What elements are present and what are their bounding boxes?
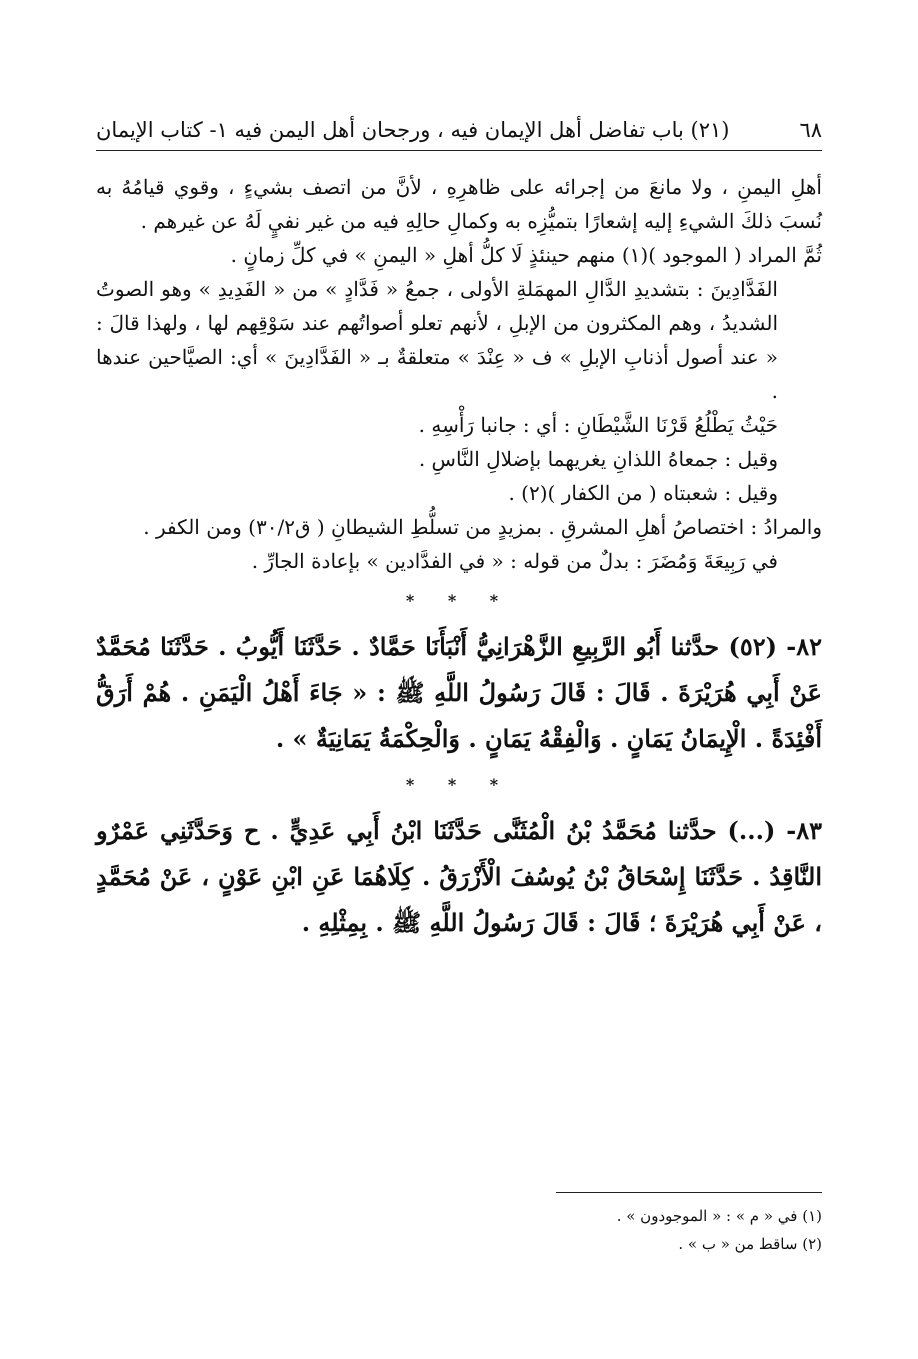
page-body xyxy=(96,170,822,946)
hadith-number: ٨٣- (...) xyxy=(727,816,822,845)
hadith-82 xyxy=(96,624,822,762)
section-separator: * * * xyxy=(405,775,513,794)
hadith-number: ٨٢- (٥٢) xyxy=(728,632,823,661)
hadith-lead: حدَّثنا xyxy=(670,632,720,661)
section-separator: * * * xyxy=(405,591,513,610)
footnote: (١) في « م » : « الموجودون » . xyxy=(616,1207,822,1225)
footnotes xyxy=(96,1202,822,1258)
commentary-paragraph: وقيل : جمعاهُ اللذانِ يغريهما بإضلالِ النَّاسِ . xyxy=(418,447,778,471)
running-header xyxy=(96,112,822,148)
commentary-paragraph: وقيل : شعبتاه ( من الكفار )(٢) . xyxy=(508,481,778,505)
commentary-paragraph: ثُمَّ المراد ( الموجود )(١) منهم حينئذٍ لَا كلُّ أهلِ « اليمنِ » في كلِّ زمانٍ . xyxy=(230,243,822,267)
hadith-text: أَبُو الرَّبِيعِ الزَّهْرَانِيُّ أَنْبَأَنَا حَمَّادٌ . حَدَّثَنَا أَيُّوبُ . حَدَّثَنَا مُحَمَّدٌ عَنْ أَبِي هُرَيْرَةَ . قَالَ : قَالَ رَسُولُ اللَّهِ ﷺ : « جَاءَ أَهْلُ الْيَمَنِ . هُمْ أَرَقُّ أَفْئِدَةً . الْإِيمَانُ يَمَانٍ . وَالْفِقْهُ يَمَانٍ . وَالْحِكْمَةُ يَمَانِيَةٌ » . xyxy=(96,632,822,753)
commentary-paragraph: الفَدَّادِينَ : بتشديدِ الدَّالِ المهمَلةِ الأولى ، جمعُ « فَدَّادٍ » من « الفَدِيدِ » وهو الصوتُ الشديدُ ، وهم المكثرون من الإبلِ ، لأنهم تعلو أصواتُهم عند سَوْقِهم لها ، ولهذا قالَ : « عند أصول أذنابِ الإبلِ » ف « عِنْدَ » متعلقةٌ بـ « الفَدَّادِينَ » أي: الصيَّاحين عندها . xyxy=(96,277,778,403)
commentary-paragraph: حَيْثُ يَطْلُعُ قَرْنَا الشَّيْطَانِ : أي : جانبا رَأْسِهِ . xyxy=(418,413,778,437)
header-rule xyxy=(96,150,822,151)
footnote-rule xyxy=(556,1192,822,1193)
footnote: (٢) ساقط من « ب » . xyxy=(678,1235,822,1253)
hadith-lead: حدَّثنا xyxy=(667,816,717,845)
hadith-text: مُحَمَّدُ بْنُ الْمُثَنَّى حَدَّثَنَا ابْنُ أَبِي عَدِيٍّ . ح وَحَدَّثَنِي عَمْرٌو النَّاقِدُ . حَدَّثَنَا إِسْحَاقُ بْنُ يُوسُفَ الْأَزْرَقُ . كِلَاهُمَا عَنِ ابْنِ عَوْنٍ ، عَنْ مُحَمَّدٍ ، عَنْ أَبِي هُرَيْرَةَ ؛ قَالَ : قَالَ رَسُولُ اللَّهِ ﷺ . بِمِثْلِهِ . xyxy=(96,816,822,937)
hadith-83 xyxy=(96,808,822,946)
header-title: (٢١) باب تفاضل أهل الإيمان فيه ، ورجحان أهل اليمن فيه ١- كتاب الإيمان xyxy=(96,118,730,142)
commentary-paragraph: أهلِ اليمنِ ، ولا مانعَ من إجرائه على ظاهرِهِ ، لأنَّ من اتصف بشيءٍ ، وقوي قيامُهُ به نُسبَ ذلكَ الشيءِ إليه إشعارًا بتميُّزِه به وكمالِ حالِهِ فيه من غير نفيٍ لَهُ عن غيرهم . xyxy=(96,175,822,233)
page-number: ٦٨ xyxy=(799,118,822,142)
commentary-paragraph: والمرادُ : اختصاصُ أهلِ المشرقِ . بمزيدٍ من تسلُّطِ الشيطانِ ( ق٣٠/٢) ومن الكفر . xyxy=(143,515,822,539)
commentary-paragraph: في رَبِيعَةَ وَمُضَرَ : بدلٌ من قوله : « في الفدَّادين » بإعادة الجارِّ . xyxy=(251,549,778,573)
